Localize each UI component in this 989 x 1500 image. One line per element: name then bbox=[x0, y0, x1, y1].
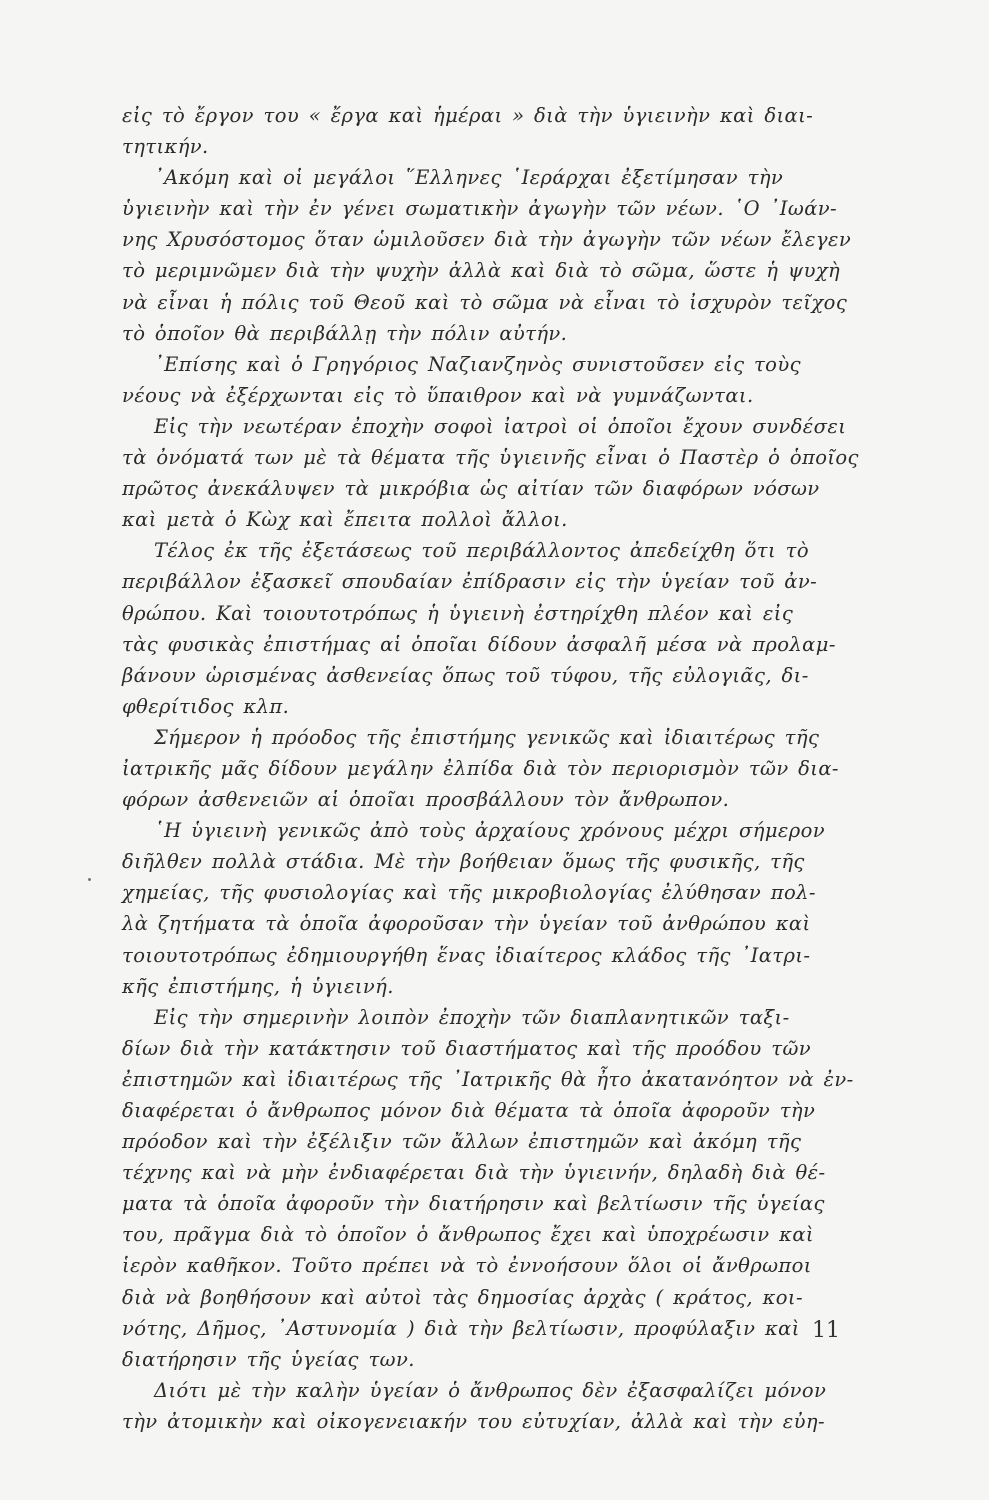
text-line: εἰς τὸ ἔργον του « ἔργα καὶ ἡμέραι » διὰ τὴν ὑγιεινὴν καὶ διαι- bbox=[122, 104, 814, 127]
text-line: τὸ ὁποῖον θὰ περιβάλλῃ τὴν πόλιν αὐτήν. bbox=[122, 321, 568, 345]
text-line: κῆς ἐπιστήμης, ἡ ὑγιεινή. bbox=[122, 974, 394, 998]
text-line: περιβάλλον ἐξασκεῖ σπουδαίαν ἐπίδρασιν εἰς τὴν ὑγείαν τοῦ ἀν- bbox=[122, 570, 818, 594]
print-speck bbox=[88, 878, 91, 881]
paragraph-start-line: Τέλος ἐκ τῆς ἐξετάσεως τοῦ περιβάλλοντος ἀπεδείχθη ὅτι τὸ bbox=[154, 539, 809, 563]
paragraph-start-line: Εἰς τὴν σημερινὴν λοιπὸν ἐποχὴν τῶν διαπλανητικῶν ταξι- bbox=[154, 1005, 790, 1029]
text-line: τοιουτοτρόπως ἐδημιουργήθη ἕνας ἰδιαίτερος κλάδος τῆς ᾿Ιατρι- bbox=[122, 943, 811, 967]
text-line: θρώπου. Καὶ τοιουτοτρόπως ἡ ὑγιεινὴ ἐστηρίχθη πλέον καὶ εἰς bbox=[122, 601, 794, 625]
text-line: καὶ μετὰ ὁ Κὼχ καὶ ἔπειτα πολλοὶ ἄλλοι. bbox=[122, 508, 568, 532]
text-line: πρόοδον καὶ τὴν ἐξέλιξιν τῶν ἄλλων ἐπιστημῶν καὶ ἀκόμη τῆς bbox=[122, 1130, 802, 1154]
text-line: λὰ ζητήματα τὰ ὁποῖα ἀφοροῦσαν τὴν ὑγείαν τοῦ ἀνθρώπου καὶ bbox=[122, 912, 811, 936]
text-line: νὰ εἶναι ἡ πόλις τοῦ Θεοῦ καὶ τὸ σῶμα νὰ εἶναι τὸ ἰσχυρὸν τεῖχος bbox=[122, 290, 848, 314]
body-text bbox=[122, 100, 859, 1437]
paragraph-start-line: Εἰς τὴν νεωτέραν ἐποχὴν σοφοὶ ἰατροὶ οἱ ὁποῖοι ἔχουν συνδέσει bbox=[154, 414, 847, 438]
text-line: τέχνης καὶ νὰ μὴν ἐνδιαφέρεται διὰ τὴν ὑγιεινήν, δηλαδὴ διὰ θέ- bbox=[122, 1161, 826, 1185]
text-line: χημείας, τῆς φυσιολογίας καὶ τῆς μικροβιολογίας ἐλύθησαν πολ- bbox=[122, 881, 816, 905]
text-line: νης Χρυσόστομος ὅταν ὡμιλοῦσεν διὰ τὴν ἀγωγὴν τῶν νέων ἔλεγεν bbox=[122, 228, 852, 252]
text-line: τὰς φυσικὰς ἐπιστήμας αἱ ὁποῖαι δίδουν ἀσφαλῆ μέσα νὰ προλαμ- bbox=[122, 632, 836, 656]
text-line: τὸ μεριμνῶμεν διὰ τὴν ψυχὴν ἀλλὰ καὶ διὰ τὸ σῶμα, ὥστε ἡ ψυχὴ bbox=[122, 259, 841, 283]
text-line: νέους νὰ ἐξέρχωνται εἰς τὸ ὕπαιθρον καὶ νὰ γυμνάζωνται. bbox=[122, 383, 754, 407]
text-line: δίων διὰ τὴν κατάκτησιν τοῦ διαστήματος καὶ τῆς προόδου τῶν bbox=[122, 1036, 812, 1060]
text-line: βάνουν ὡρισμένας ἀσθενείας ὅπως τοῦ τύφου, τῆς εὐλογιᾶς, δι- bbox=[122, 663, 809, 687]
text-line: φθερίτιδος κλπ. bbox=[122, 694, 290, 718]
text-line: νότης, Δῆμος, ᾿Αστυνομία ) διὰ τὴν βελτίωσιν, προφύλαξιν καὶ bbox=[122, 1316, 800, 1340]
text-line: διατήρησιν τῆς ὑγείας των. bbox=[122, 1347, 415, 1371]
text-line: τὴν ἀτομικὴν καὶ οἰκογενειακήν του εὐτυχίαν, ἀλλὰ καὶ τὴν εὐη- bbox=[122, 1409, 825, 1433]
text-line: ματα τὰ ὁποῖα ἀφοροῦν τὴν διατήρησιν καὶ βελτίωσιν τῆς ὑγείας bbox=[122, 1192, 825, 1216]
text-line: διαφέρεται ὁ ἄνθρωπος μόνον διὰ θέματα τὰ ὁποῖα ἀφοροῦν τὴν bbox=[122, 1099, 816, 1122]
text-line: ἱερὸν καθῆκον. Τοῦτο πρέπει νὰ τὸ ἐννοήσουν ὅλοι οἱ ἄνθρωποι bbox=[122, 1254, 812, 1278]
text-line: διῆλθεν πολλὰ στάδια. Μὲ τὴν βοήθειαν ὅμως τῆς φυσικῆς, τῆς bbox=[122, 850, 805, 874]
paragraph-start-line: ᾿Επίσης καὶ ὁ Γρηγόριος Ναζιανζηνὸς συνιστοῦσεν εἰς τοὺς bbox=[154, 352, 801, 376]
text-line: τητικήν. bbox=[122, 135, 209, 159]
text-line: διὰ νὰ βοηθήσουν καὶ αὐτοὶ τὰς δημοσίας ἀρχὰς ( κράτος, κοι- bbox=[122, 1285, 803, 1309]
text-line: τὰ ὀνόματά των μὲ τὰ θέματα τῆς ὑγιεινῆς εἶναι ὁ Παστὲρ ὁ ὁποῖος bbox=[122, 446, 859, 470]
text-line: ἰατρικῆς μᾶς δίδουν μεγάλην ἐλπίδα διὰ τὸν περιορισμὸν τῶν δια- bbox=[122, 756, 839, 780]
text-line: ὑγιεινὴν καὶ τὴν ἐν γένει σωματικὴν ἀγωγὴν τῶν νέων. ῾Ο ᾿Ιωάν- bbox=[122, 197, 838, 221]
paragraph-start-line: Σήμερον ἡ πρόοδος τῆς ἐπιστήμης γενικῶς καὶ ἰδιαιτέρως τῆς bbox=[154, 725, 820, 749]
paragraph-start-line: Διότι μὲ τὴν καλὴν ὑγείαν ὁ ἄνθρωπος δὲν ἐξασφαλίζει μόνον bbox=[154, 1378, 827, 1402]
text-line: του, πρᾶγμα διὰ τὸ ὁποῖον ὁ ἄνθρωπος ἔχει καὶ ὑποχρέωσιν καὶ bbox=[122, 1223, 814, 1247]
text-line: ἐπιστημῶν καὶ ἰδιαιτέρως τῆς ᾿Ιατρικῆς θὰ ἦτο ἀκατανόητον νὰ ἐν- bbox=[122, 1067, 854, 1091]
text-line: πρῶτος ἀνεκάλυψεν τὰ μικρόβια ὡς αἰτίαν τῶν διαφόρων νόσων bbox=[122, 477, 820, 501]
paragraph-start-line: ῾Η ὑγιεινὴ γενικῶς ἀπὸ τοὺς ἀρχαίους χρόνους μέχρι σήμερον bbox=[154, 819, 826, 843]
text-line: φόρων ἀσθενειῶν αἱ ὁποῖαι προσβάλλουν τὸν ἄνθρωπον. bbox=[122, 788, 730, 812]
paragraph-start-line: ᾿Ακόμη καὶ οἱ μεγάλοι ῞Ελληνες ῾Ιεράρχαι ἐξετίμησαν τὴν bbox=[154, 166, 784, 190]
page-number: 11 bbox=[812, 1318, 840, 1343]
